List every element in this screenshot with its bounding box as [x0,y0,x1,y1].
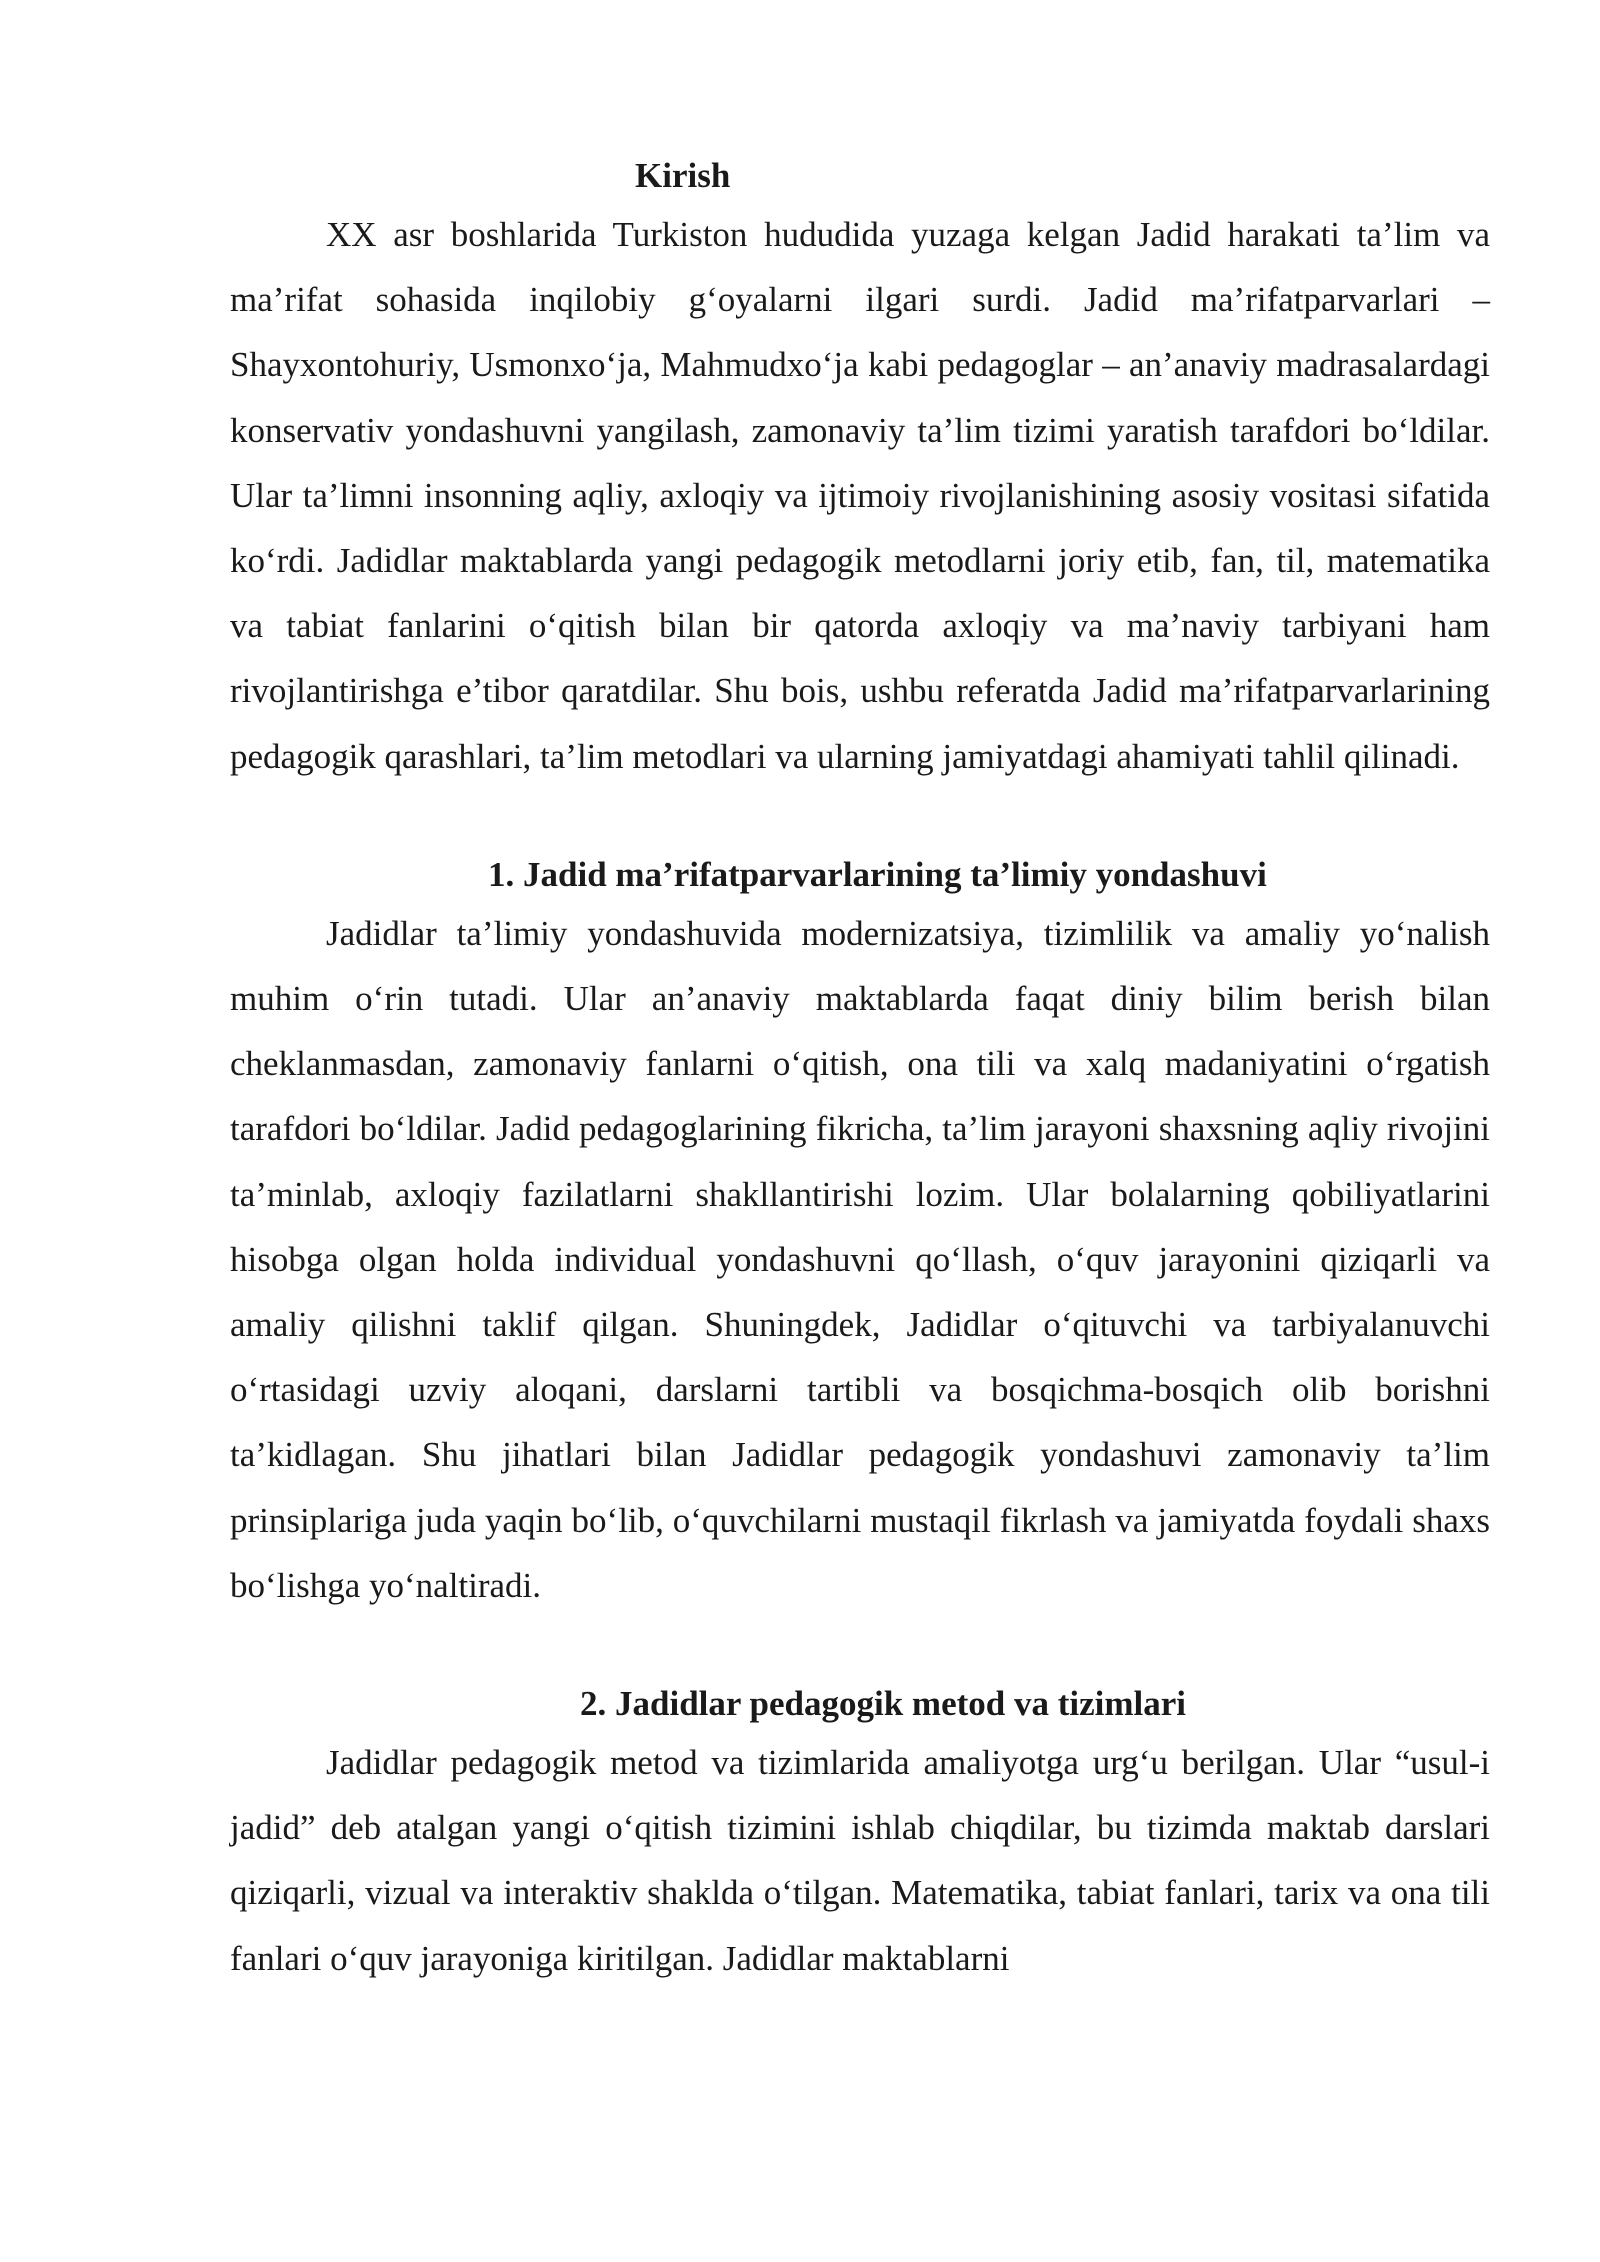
intro-paragraph: XX asr boshlarida Turkiston hududida yuzaga kelgan Jadid harakati ta’lim va ma’rifat sohasida inqilobiy g‘oyalarni ilgari surdi. Jadid ma’rifatparvarlari – Shayxontohuriy, Usmonxo‘ja, Mahmudxo‘ja kabi pedagoglar – an’anaviy madrasalardagi konservativ yondashuvni yangilash, zamonaviy ta’lim tizimi yaratish tarafdori bo‘ldilar. Ular ta’limni insonning aqliy, axloqiy va ijtimoiy rivojlanishining asosiy vositasi sifatida ko‘rdi. Jadidlar maktablarda yangi pedagogik metodlarni joriy etib, fan, til, matematika va tabiat fanlarini o‘qitish bilan bir qatorda axloqiy va ma’naviy tarbiyani ham rivojlantirishga e’tibor qaratdilar. Shu bois, ushbu referatda Jadid ma’rifatparvarlarining pedagogik qarashlari, ta’lim metodlari va ularning jamiyatdagi ahamiyati tahlil qilinadi. [230,215,1490,776]
section-gap [230,789,1490,849]
section-2-heading: 2. Jadidlar pedagogik metod va tizimlari [580,1684,1187,1724]
section-2-paragraph: Jadidlar pedagogik metod va tizimlarida amaliyotga urg‘u berilgan. Ular “usul-i jadid” deb atalgan yangi o‘qitish tizimini ishlab chiqdilar, bu tizimda maktab darslari qiziqarli, vizual va interaktiv shaklda o‘tilgan. Matematika, tabiat fanlari, tarix va ona tili fanlari o‘quv jarayoniga kiritilgan. Jadidlar maktablarni [230,1743,1490,1978]
section-1-paragraph: Jadidlar ta’limiy yondashuvida modernizatsiya, tizimlilik va amaliy yo‘nalish muhim o‘rin tutadi. Ular an’anaviy maktablarda faqat diniy bilim berish bilan cheklanmasdan, zamonaviy fanlarni o‘qitish, ona tili va xalq madaniyatini o‘rgatish tarafdori bo‘ldilar. Jadid pedagoglarining fikricha, ta’lim jarayoni shaxsning aqliy rivojini ta’minlab, axloqiy fazilatlarni shakllantirishi lozim. Ular bolalarning qobiliyatlarini hisobga olgan holda individual yondashuvni qo‘llash, o‘quv jarayonini qiziqarli va amaliy qilishni taklif qilgan. Shuningdek, Jadidlar o‘qituvchi va tarbiyalanuvchi o‘rtasidagi uzviy aloqani, darslarni tartibli va bosqichma-bosqich olib borishni ta’kidlagan. Shu jihatlari bilan Jadidlar pedagogik yondashuvi zamonaviy ta’lim prinsiplariga juda yaqin bo‘lib, o‘quvchilarni mustaqil fikrlash va jamiyatda foydali shaxs bo‘lishga yo‘naltiradi. [230,913,1490,1605]
section-gap [230,1618,1490,1678]
section-1-heading: 1. Jadid ma’rifatparvarlarining ta’limiy yondashuvi [488,854,1267,894]
intro-heading: Kirish [635,156,731,195]
document-page [230,150,1490,1991]
